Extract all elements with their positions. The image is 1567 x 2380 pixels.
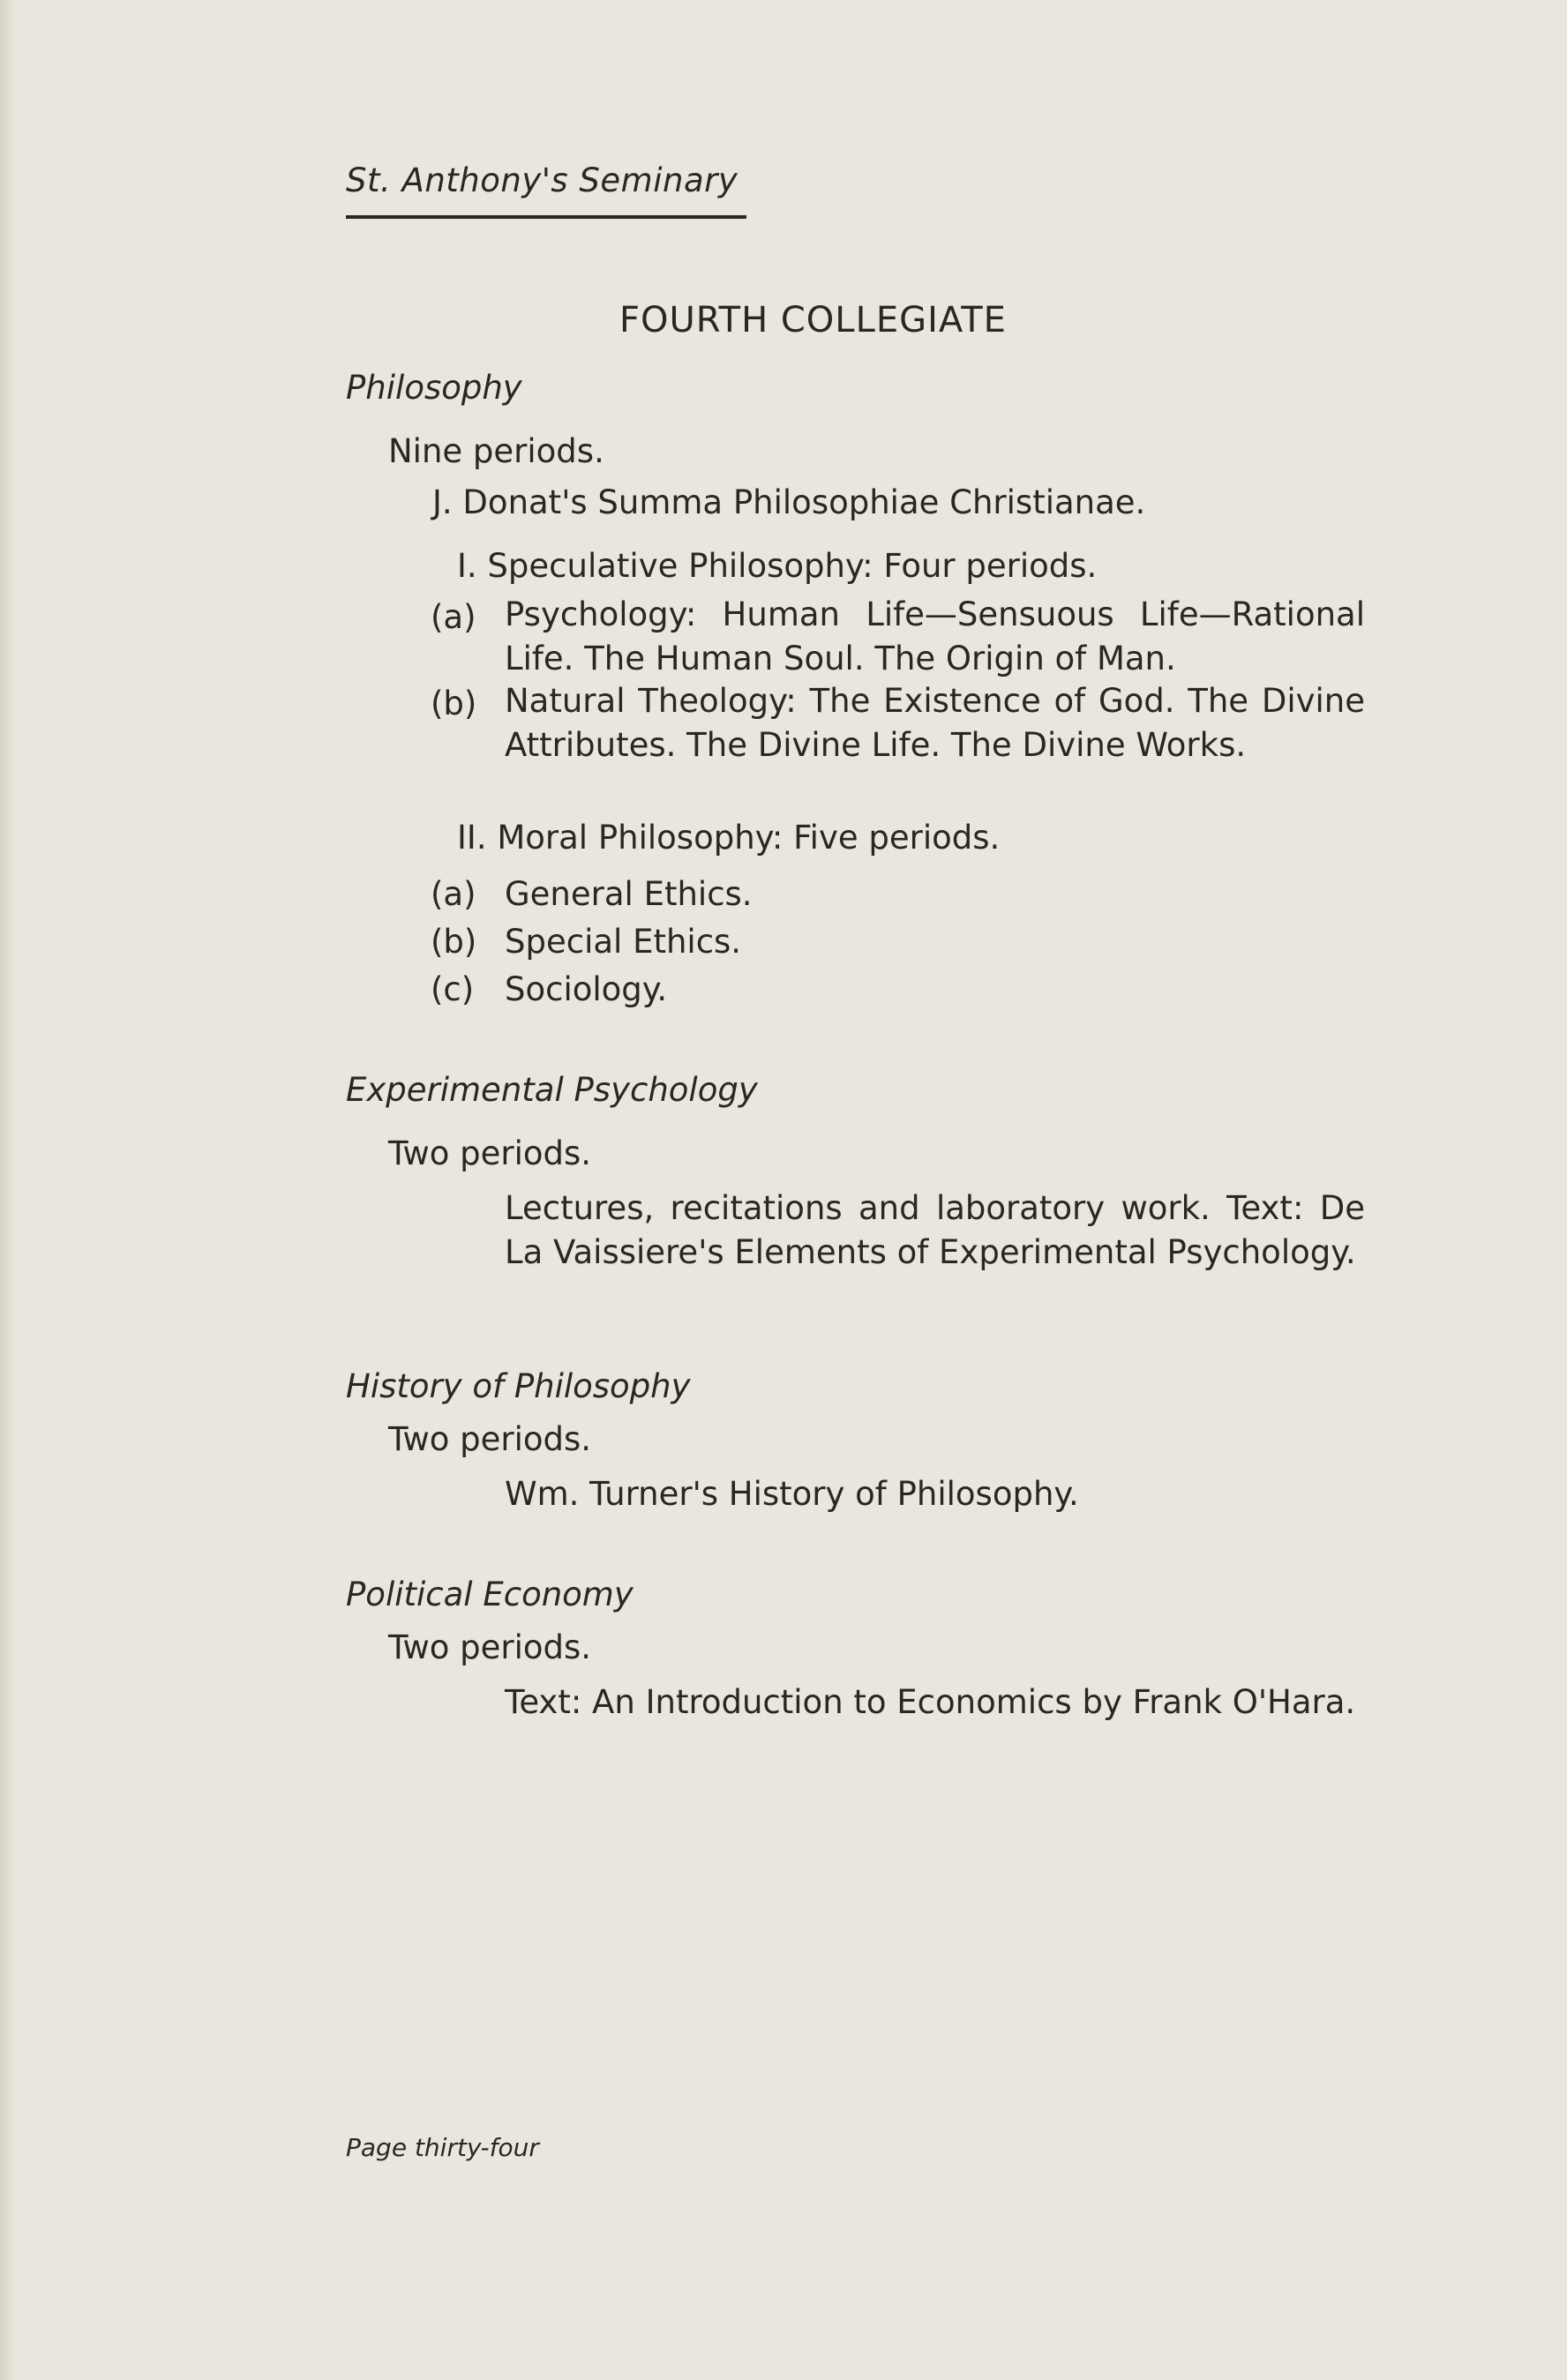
list-item-text: Sociology. <box>505 970 668 1008</box>
experimental-psychology-periods: Two periods. <box>388 1134 592 1172</box>
list-item-text: Natural Theology: The Existence of God. The Divine Attributes. The Divine Life. The Divine Works. <box>505 682 1365 764</box>
history-of-philosophy-periods: Two periods. <box>388 1420 592 1458</box>
page-title: FOURTH COLLEGIATE <box>619 300 1007 341</box>
list-item-label: (a) <box>431 875 476 913</box>
political-economy-periods: Two periods. <box>388 1628 592 1666</box>
list-item-text: Special Ethics. <box>505 923 742 961</box>
section-heading-political-economy: Political Economy <box>346 1575 634 1613</box>
section-heading-philosophy: Philosophy <box>346 369 522 407</box>
list-item-text: Psychology: Human Life—Sensuous Life—Rational Life. The Human Soul. The Origin of Man. <box>505 595 1365 677</box>
moral-heading: II. Moral Philosophy: Five periods. <box>457 819 1001 857</box>
section-heading-history-of-philosophy: History of Philosophy <box>346 1367 691 1405</box>
section-heading-experimental-psychology: Experimental Psychology <box>346 1071 758 1109</box>
list-item-label: (b) <box>431 685 477 722</box>
speculative-heading: I. Speculative Philosophy: Four periods. <box>457 547 1098 585</box>
experimental-psychology-text: Lectures, recitations and laboratory work. Text: De La Vaissiere's Elements of Experimental Psychology. <box>505 1189 1365 1271</box>
running-head-rule <box>346 215 746 219</box>
political-economy-text: Text: An Introduction to Economics by Frank O'Hara. <box>505 1683 1356 1721</box>
running-head: St. Anthony's Seminary <box>346 161 739 199</box>
history-of-philosophy-text: Wm. Turner's History of Philosophy. <box>505 1475 1079 1513</box>
philosophy-periods: Nine periods. <box>388 432 604 470</box>
page-number-footer: Page thirty-four <box>346 2133 539 2162</box>
list-item-label: (a) <box>431 598 476 636</box>
list-item-label: (b) <box>431 923 477 961</box>
list-item-text: General Ethics. <box>505 875 753 913</box>
list-item-label: (c) <box>431 970 475 1008</box>
philosophy-text: J. Donat's Summa Philosophiae Christianae. <box>432 483 1146 521</box>
page-edge <box>0 0 16 2380</box>
